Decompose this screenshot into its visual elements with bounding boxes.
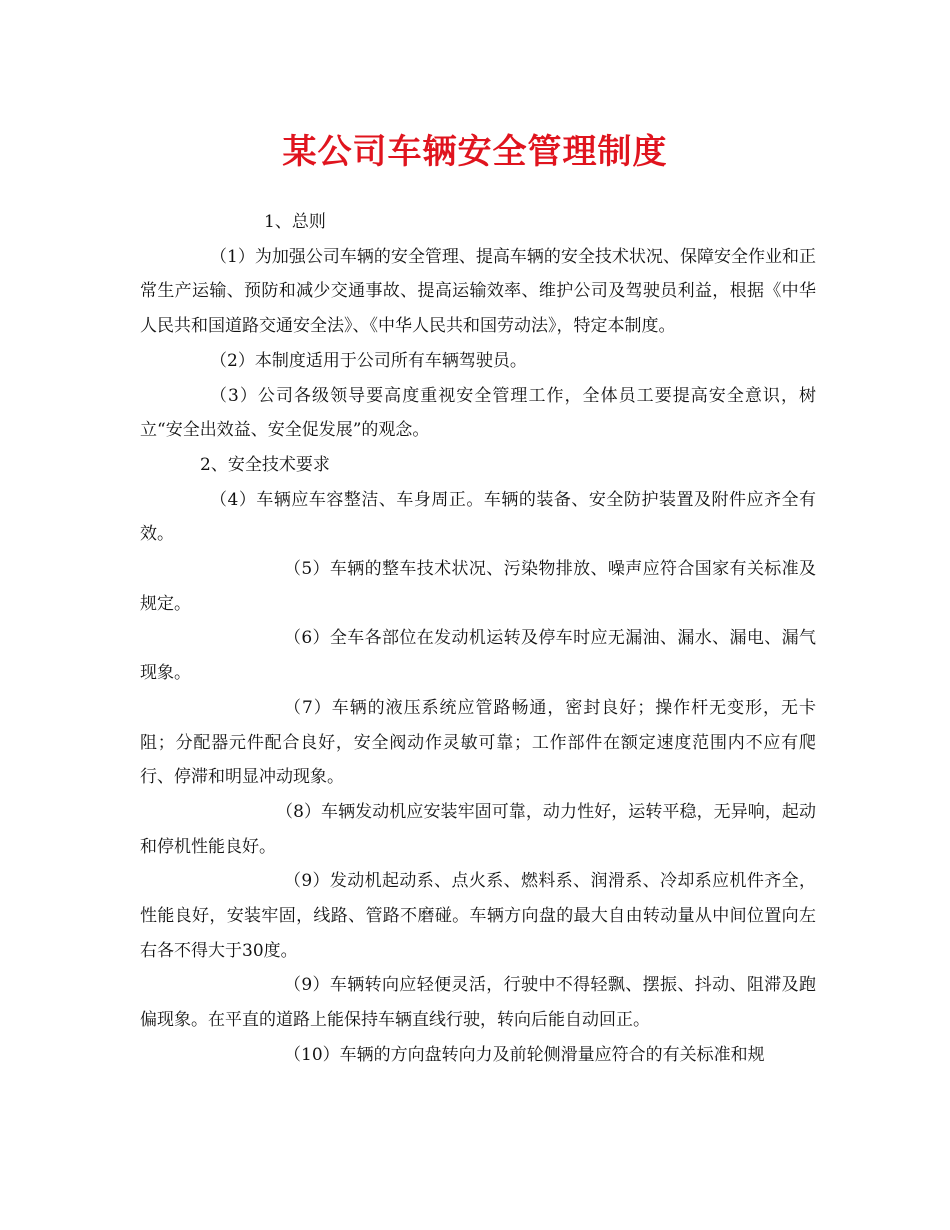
paragraph-7: （7）车辆的液压系统应管路畅通，密封良好；操作杆无变形，无卡阻；分配器元件配合良好，安全阀动作灵敏可靠；工作部件在额定速度范围内不应有爬行、停滞和明显冲动现象。: [140, 697, 816, 788]
paragraph-1: （1）为加强公司车辆的安全管理、提高车辆的安全技术状况、保障安全作业和正常生产运输、预防和减少交通事故、提高运输效率、维护公司及驾驶员利益，根据《中华人民共和国道路交通安全法》、《中华人民共和国劳动法》，特定本制度。: [140, 246, 816, 337]
paragraph-10: （10）车辆的方向盘转向力及前轮侧滑量应符合的有关标准和规: [284, 1044, 765, 1065]
paragraph-3: （3）公司各级领导要高度重视安全管理工作，全体员工要提高安全意识，树立“安全出效益、安全促发展”的观念。: [140, 385, 816, 441]
section-heading-technical: 2、安全技术要求: [200, 454, 330, 475]
paragraph-9b: （9）车辆转向应轻便灵活，行驶中不得轻飘、摆振、抖动、阻滞及跑偏现象。在平直的道路上能保持车辆直线行驶，转向后能自动回正。: [140, 975, 816, 1031]
paragraph-4: （4）车辆应车容整洁、车身周正。车辆的装备、安全防护装置及附件应齐全有效。: [140, 489, 816, 545]
paragraph-5: （5）车辆的整车技术状况、污染物排放、噪声应符合国家有关标准及规定。: [140, 559, 816, 614]
document-title: 某公司车辆安全管理制度: [282, 132, 668, 172]
document-body: [140, 205, 816, 1073]
paragraph-8: （8）车辆发动机应安装牢固可靠，动力性好，运转平稳，无异响，起动和停机性能良好。: [140, 801, 816, 857]
paragraph-6: （6）全车各部位在发动机运转及停车时应无漏油、漏水、漏电、漏气现象。: [140, 628, 816, 684]
section-heading-general: 1、总则: [264, 212, 326, 232]
paragraph-9a: （9）发动机起动系、点火系、燃料系、润滑系、冷却系应机件齐全，性能良好，安装牢固，线路、管路不磨碰。车辆方向盘的最大自由转动量从中间位置向左右各不得大于30度。: [140, 871, 816, 961]
paragraph-2: （2）本制度适用于公司所有车辆驾驶员。: [210, 350, 527, 371]
